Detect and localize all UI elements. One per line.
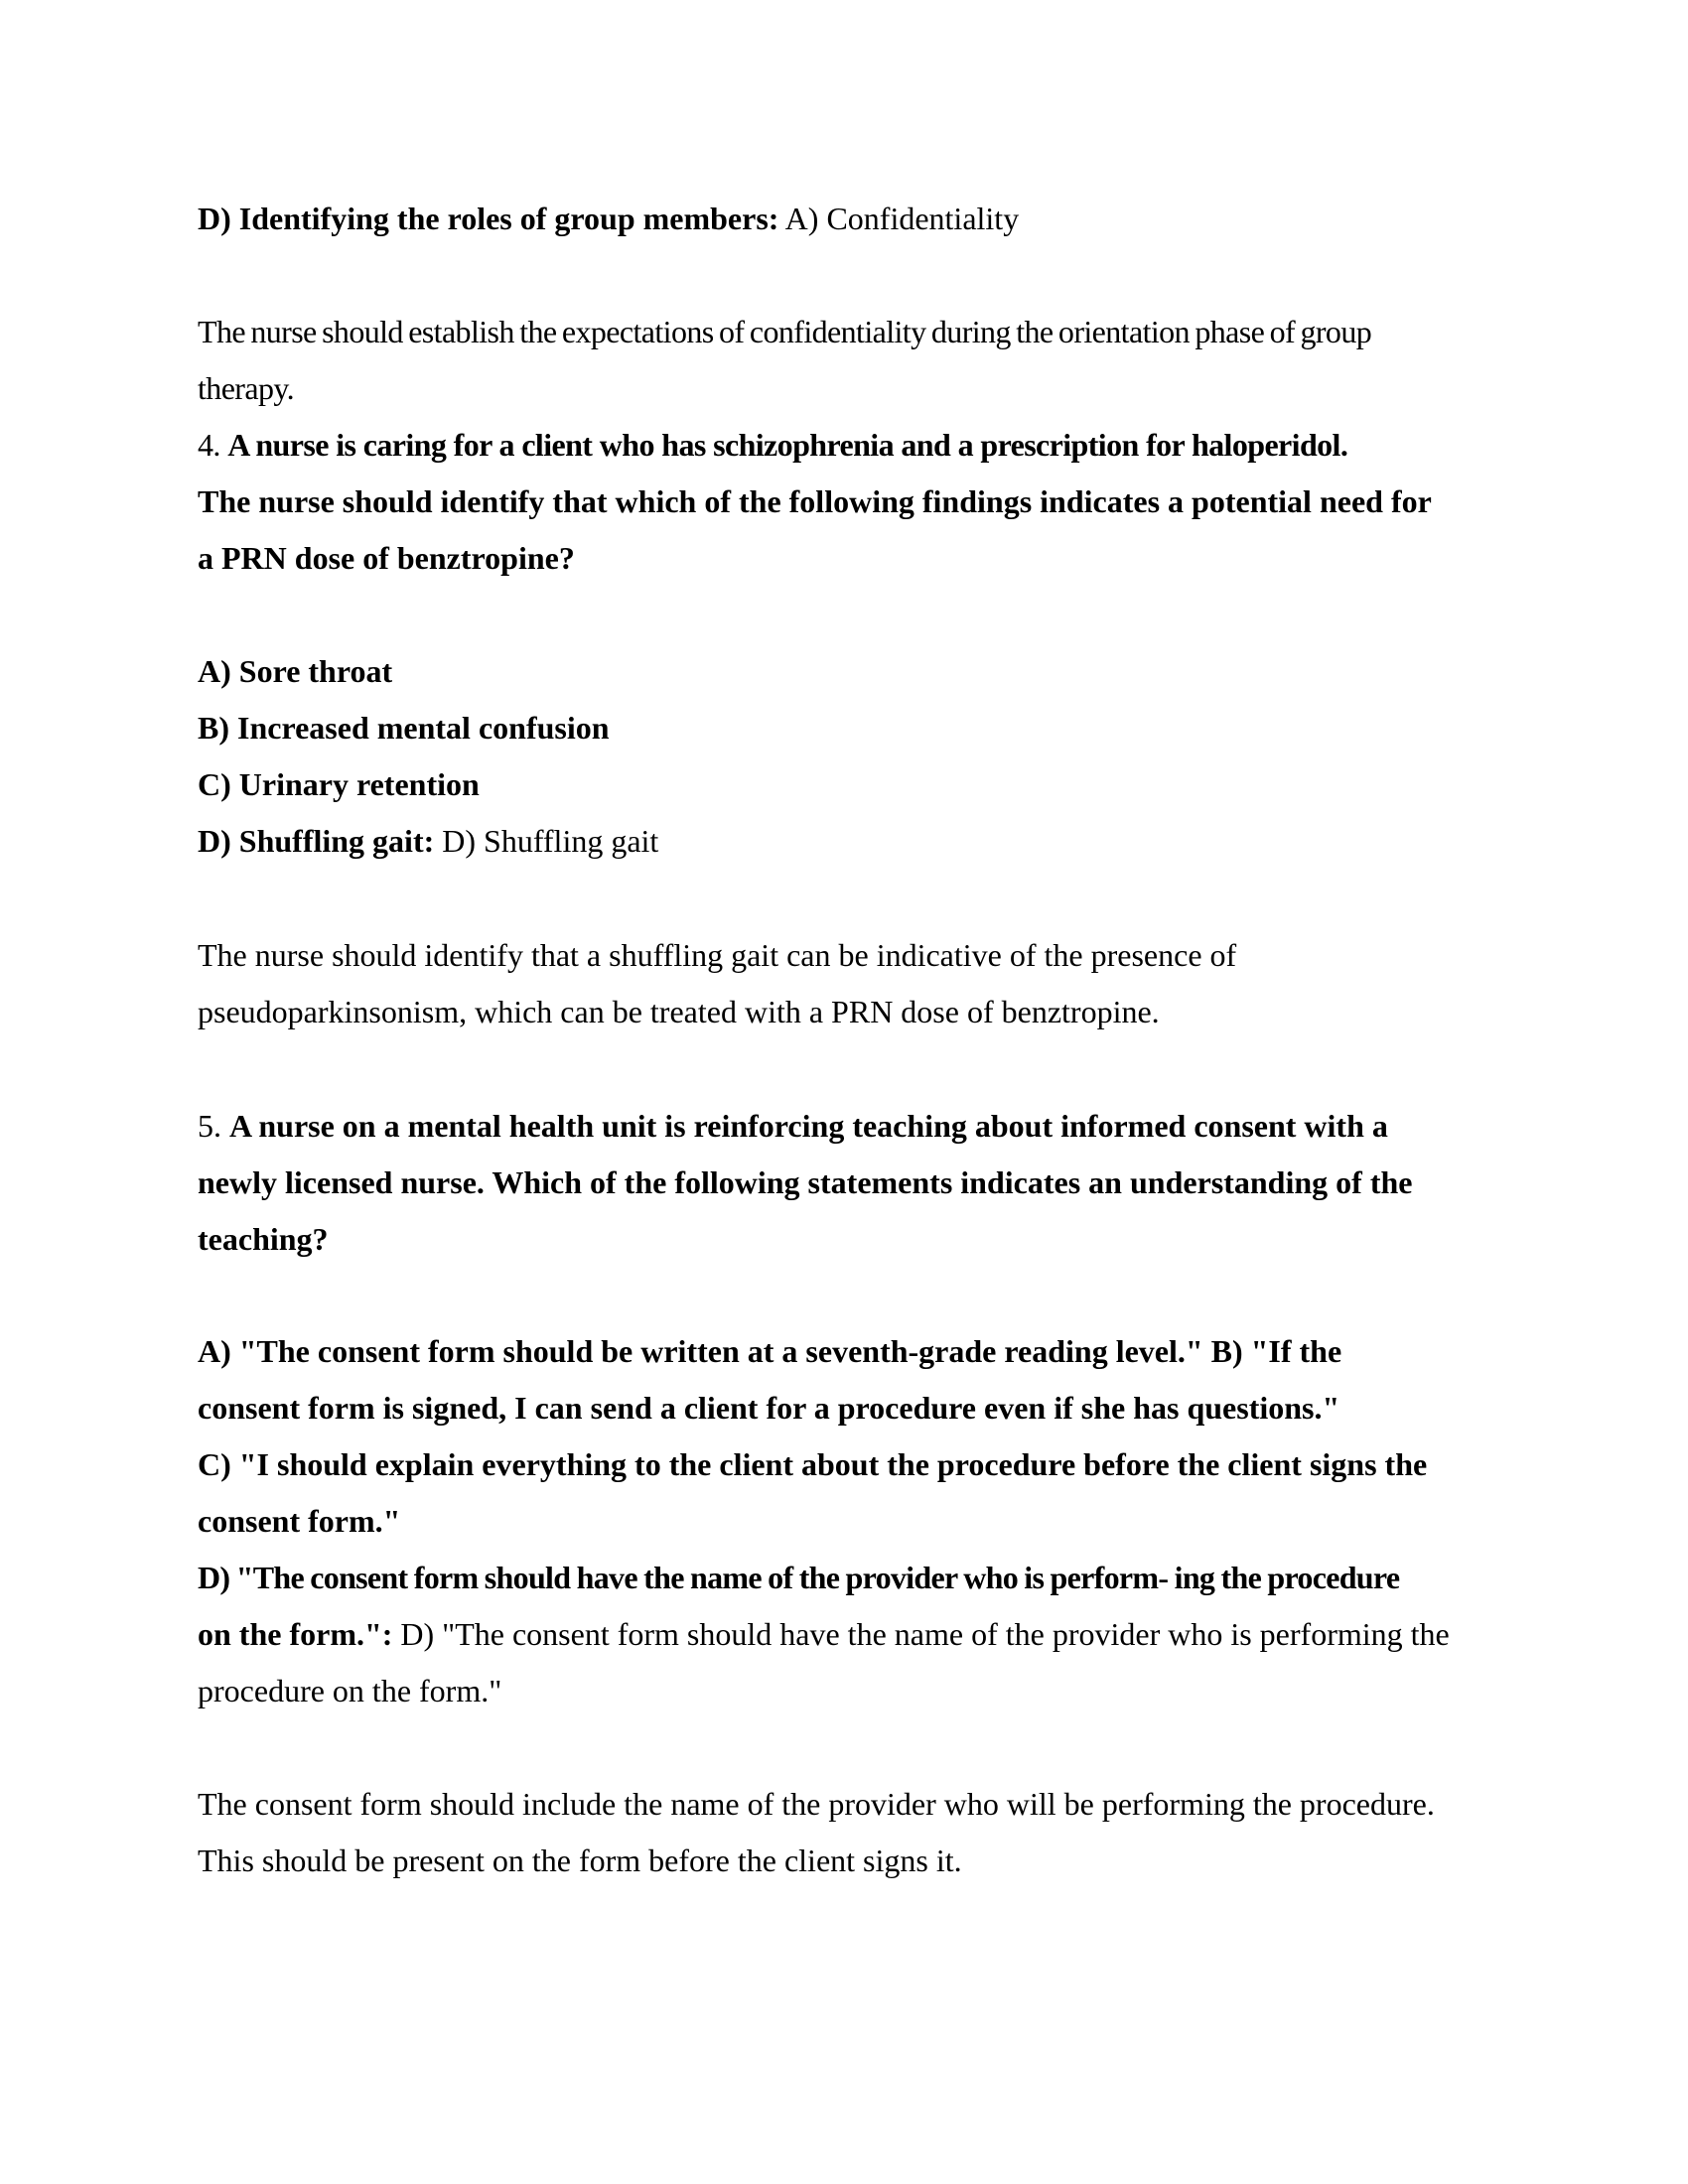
question-5-stem-line2: newly licensed nurse. Which of the following statements indicates an understanding of the xyxy=(198,1164,1413,1200)
question-5-rationale xyxy=(198,1776,1498,1889)
question-5-stem-line1: A nurse on a mental health unit is reinforcing teaching about informed consent with a xyxy=(229,1108,1388,1144)
question-4-rationale-line2: pseudoparkinsonism, which can be treated with a PRN dose of benztropine. xyxy=(198,994,1160,1029)
question-4-answer: D) Shuffling gait xyxy=(434,823,659,859)
question-5-option-d: D) "The consent form should have the name of the provider who is perform- ing the procedure xyxy=(198,1560,1400,1595)
question-4-stem xyxy=(198,417,1498,587)
prev-answer-text: A) Confidentiality xyxy=(778,201,1020,236)
question-5-stem xyxy=(198,1098,1498,1268)
question-4-option-c: C) Urinary retention xyxy=(198,766,480,802)
question-5-number: 5. xyxy=(198,1108,229,1144)
question-4-number: 4. xyxy=(198,427,228,463)
prev-rationale-line1: The nurse should establish the expectations of confidentiality during the orientation phase of group xyxy=(198,314,1372,349)
question-5-option-b-line2: consent form is signed, I can send a client for a procedure even if she has questions." xyxy=(198,1390,1340,1426)
question-4-options xyxy=(198,643,1498,870)
question-5-option-a-b: A) "The consent form should be written at a seventh-grade reading level." B) "If the xyxy=(198,1333,1342,1369)
question-4-stem-line2: The nurse should identify that which of the following findings indicates a potential need for xyxy=(198,483,1432,519)
question-5-stem-line3: teaching? xyxy=(198,1221,329,1257)
question-4-option-d: D) Shuffling gait: xyxy=(198,823,435,859)
question-4-option-a: A) Sore throat xyxy=(198,653,393,689)
prev-answer-option-label: D) Identifying the roles of group members: xyxy=(198,201,779,236)
question-5-answer-line2: procedure on the form." xyxy=(198,1673,502,1708)
question-5-answer: D) "The consent form should have the name of the provider who is performing the xyxy=(392,1616,1450,1652)
question-5-option-c: C) "I should explain everything to the client about the procedure before the client signs the xyxy=(198,1446,1428,1482)
question-5-options xyxy=(198,1323,1498,1719)
question-5-rationale-line2: This should be present on the form before the client signs it. xyxy=(198,1843,962,1878)
question-4-rationale xyxy=(198,927,1498,1040)
question-5-option-c-line2: consent form." xyxy=(198,1503,401,1539)
prev-rationale xyxy=(198,304,1498,417)
prev-answer xyxy=(198,191,1498,247)
question-4-option-b: B) Increased mental confusion xyxy=(198,710,610,746)
question-5-option-d-line2: on the form.": xyxy=(198,1616,393,1652)
prev-rationale-line2: therapy. xyxy=(198,370,295,406)
question-5-rationale-line1: The consent form should include the name of the provider who will be performing the procedure. xyxy=(198,1786,1435,1822)
question-4-stem-line3: a PRN dose of benztropine? xyxy=(198,540,575,576)
question-4-stem-line1: A nurse is caring for a client who has schizophrenia and a prescription for haloperidol. xyxy=(227,427,1348,463)
question-4-rationale-line1: The nurse should identify that a shuffling gait can be indicative of the presence of xyxy=(198,937,1237,973)
